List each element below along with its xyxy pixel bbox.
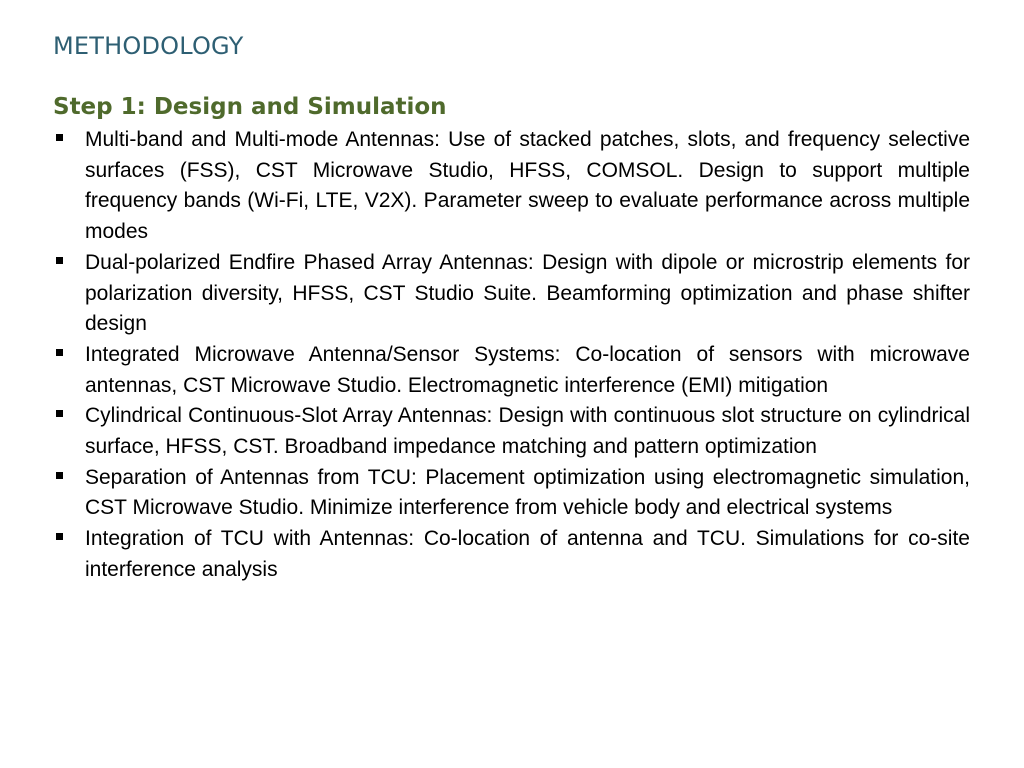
bullet-item — [53, 524, 970, 585]
square-bullet-icon — [56, 472, 63, 479]
bullet-text: Dual-polarized Endfire Phased Array Antennas: Design with dipole or microstrip elements for polarization diversity, HFSS, CST Studio Suite. Beamforming optimization and phase shifter design — [85, 250, 970, 336]
bullet-text: Integration of TCU with Antennas: Co-location of antenna and TCU. Simulations for co-site interference analysis — [85, 527, 970, 581]
square-bullet-icon — [56, 134, 63, 141]
bullet-text: Integrated Microwave Antenna/Sensor Systems: Co-location of sensors with microwave antennas, CST Microwave Studio. Electromagnetic interference (EMI) mitigation — [85, 342, 970, 397]
square-bullet-icon — [56, 257, 63, 264]
bullet-item — [53, 401, 970, 462]
section-heading: Step 1: Design and Simulation — [53, 94, 447, 120]
bullet-item — [53, 248, 970, 340]
bullet-item — [53, 125, 970, 248]
bullet-text: Separation of Antennas from TCU: Placement optimization using electromagnetic simulation, CST Microwave Studio. Minimize interference from vehicle body and electrical systems — [85, 465, 970, 520]
bullet-item — [53, 340, 970, 401]
bullet-text: Cylindrical Continuous-Slot Array Antennas: Design with continuous slot structure on cylindrical surface, HFSS, CST. Broadband impedance matching and pattern optimization — [85, 404, 970, 459]
square-bullet-icon — [56, 533, 63, 540]
bullet-text: Multi-band and Multi-mode Antennas: Use of stacked patches, slots, and frequency selective surfaces (FSS), CST Microwave Studio, HFSS, COMSOL. Design to support multiple frequency bands (Wi-Fi, LTE, V2X). Parameter sweep to evaluate performance across multiple modes — [85, 128, 970, 244]
square-bullet-icon — [56, 410, 63, 417]
slide-title: METHODOLOGY — [53, 32, 244, 60]
bullet-list — [53, 125, 970, 586]
square-bullet-icon — [56, 349, 63, 356]
bullet-item — [53, 463, 970, 524]
